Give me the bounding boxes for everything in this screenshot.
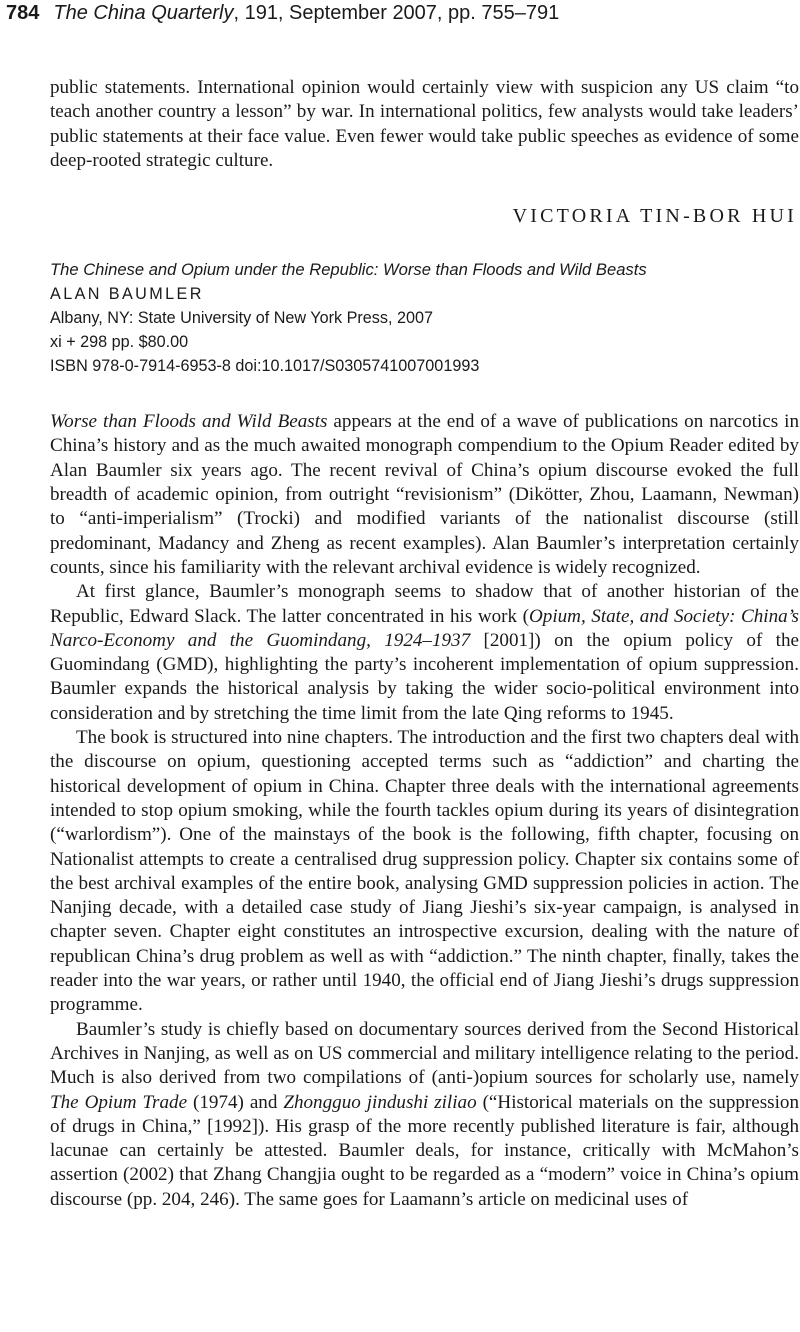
running-head <box>6 0 559 26</box>
zhongguo-title-italic: Zhongguo jindushi ziliao <box>283 1091 477 1113</box>
book-isbn-doi: ISBN 978-0-7914-6953-8 doi:10.1017/S0305741007001993 <box>50 357 480 376</box>
page-content <box>50 76 799 1212</box>
review-paragraph-4: Baumler’s study is chiefly based on documentary sources derived from the Second Historical Archives in Nanjing, as well as on US commercial and military intelligence relating to the period. Much is also derived from two compilations of (anti-)opium sources for scholarly use, namely The Opium Trade (1974) and Zhongguo jindushi ziliao (“Historical materials on the suppression of drugs in China,” [1992]). His grasp of the more recently published literature is fair, although lacunae can certainly be attested. Baumler deals, for instance, critically with McMahon’s assertion (2002) that Zhang Changjia ought to be regarded as a “modern” voice in China’s opium discourse (pp. 204, 246). The same goes for Laamann’s article on medicinal uses of <box>50 1018 800 1210</box>
page-number: 784 <box>6 2 40 24</box>
journal-name: The China Quarterly <box>53 2 234 24</box>
review-paragraph-2: At first glance, Baumler’s monograph seems to shadow that of another historian of the Republic, Edward Slack. The latter concentrated in his work (Opium, State, and Society: China’s Narco-Economy and the Guomindang, 1924–1937 [2001]) on the opium policy of the Guomindang (GMD), highlighting the party’s incoherent implementation of opium suppression. Baumler expands the historical analysis by taking the wider socio-political environment into consideration and by stretching the time limit from the late Qing reforms to 1945. <box>50 581 799 724</box>
review-paragraph-3: The book is structured into nine chapters. The introduction and the first two chapters deal with the discourse on opium, questioning accepted terms such as “addiction” and charting the historical development of opium in China. Chapter three deals with the international agreements intended to stop opium smoking, while the fourth tackles opium during its years of disintegration (“warlordism”). One of the mainstays of the book is the following, fifth chapter, focusing on Nationalist attempts to create a centralised drug suppression policy. Chapter six contains some of the best archival examples of the entire book, analysing GMD suppression policies in action. The Nanjing decade, with a detailed case study of Jiang Jieshi’s six-year campaign, is analysed in chapter seven. Chapter eight constitutes an introspective excursion, dealing with the nature of republican China’s drug problem as well as with “addiction.” The ninth chapter, finally, takes the reader into the war years, or rather until 1940, the official end of Jiang Jieshi’s drugs suppression programme. <box>50 727 799 1016</box>
previous-review-closing-paragraph: public statements. International opinion would certainly view with suspicion any US claim “to teach another country a lesson” by war. In international politics, few analysts would take leaders’ public statements at their face value. Even fewer would take public speeches as evidence of some deep-rooted strategic culture. <box>50 77 799 171</box>
book-pages-price: xi + 298 pp. $80.00 <box>50 333 189 352</box>
previous-reviewer-name: VICTORIA TIN-BOR HUI <box>512 205 797 228</box>
journal-details: , 191, September 2007, pp. 755–791 <box>233 2 560 24</box>
book-title: The Chinese and Opium under the Republic: Worse than Floods and Wild Beasts <box>50 260 647 280</box>
book-citation <box>50 258 799 378</box>
book-author: ALAN BAUMLER <box>50 285 204 304</box>
review-book-title-italic: Worse than Floods and Wild Beasts <box>50 411 328 433</box>
book-publisher: Albany, NY: State University of New York Press, 2007 <box>50 309 433 328</box>
slack-book-title-italic: Opium, State, and Society: China’s Narco-Economy and the Guomindang, 1924–1937 <box>50 605 799 651</box>
opium-trade-title-italic: The Opium Trade <box>50 1091 188 1113</box>
review-paragraph-1: Worse than Floods and Wild Beasts appears at the end of a wave of publications on narcotics in China’s history and as the much awaited monograph compendium to the Opium Reader edited by Alan Baumler six years ago. The recent revival of China’s opium discourse evoked the full breadth of academic opinion, from outright “revisionism” (Dikötter, Zhou, Laamann, Newman) to “anti-imperialism” (Trocki) and modified variants of the nationalist discourse (still predominant, Madancy and Zheng as recent examples). Alan Baumler’s interpretation certainly counts, since his familiarity with the relevant archival evidence is widely recognized. <box>50 411 800 578</box>
